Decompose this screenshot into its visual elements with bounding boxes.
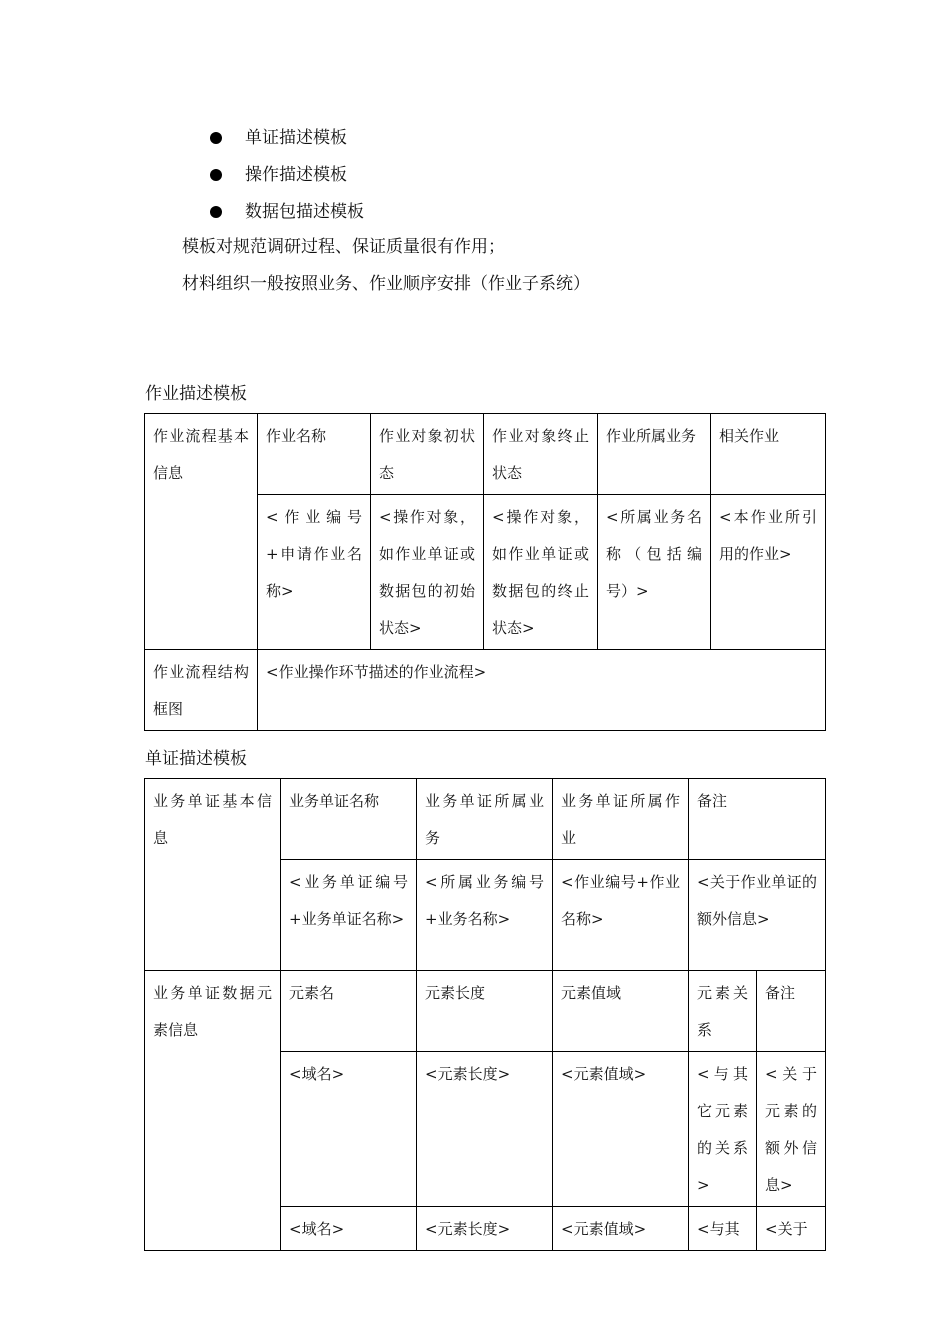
bullet-dot-icon <box>210 132 222 144</box>
table-row <box>145 650 826 731</box>
paragraph: 材料组织一般按照业务、作业顺序安排（作业子系统） <box>182 274 590 294</box>
job-description-table <box>144 413 826 731</box>
table-cell: <与其 <box>689 1207 757 1251</box>
table-cell: <域名> <box>281 1207 417 1251</box>
bullet-dot-icon <box>210 206 222 218</box>
table-cell: <元素值域> <box>553 1207 689 1251</box>
column-header: 作业对象终止状态 <box>484 414 598 495</box>
table-cell: <操作对象，如作业单证或数据包的初始状态> <box>371 495 484 650</box>
bullet-item <box>208 157 364 194</box>
table-row <box>145 971 826 1052</box>
row-header: 作业流程基本信息 <box>145 414 258 650</box>
bullet-text: 单证描述模板 <box>245 128 347 148</box>
bullet-text: 数据包描述模板 <box>245 202 364 222</box>
table-cell: <元素长度> <box>417 1207 553 1251</box>
row-header: 业务单证数据元素信息 <box>145 971 281 1251</box>
section-title: 单证描述模板 <box>145 749 247 769</box>
bullet-item <box>208 194 364 231</box>
column-header: 相关作业 <box>711 414 826 495</box>
bullet-dot-icon <box>210 169 222 181</box>
column-header: 元素关系 <box>689 971 757 1052</box>
document-description-table <box>144 778 826 1251</box>
bullet-list <box>208 120 364 231</box>
table-row <box>145 779 826 860</box>
table-cell: <所属业务名称（包括编号）> <box>598 495 711 650</box>
table-cell: <元素值域> <box>553 1052 689 1207</box>
column-header: 作业名称 <box>258 414 371 495</box>
table-cell: <业务单证编号+业务单证名称> <box>281 860 417 971</box>
table-cell: <作业编号+申请作业名称> <box>258 495 371 650</box>
column-header: 元素值域 <box>553 971 689 1052</box>
row-header: 业务单证基本信息 <box>145 779 281 971</box>
table-cell: <关于作业单证的额外信息> <box>689 860 826 971</box>
bullet-text: 操作描述模板 <box>245 165 347 185</box>
table-row <box>145 414 826 495</box>
table-cell: <所属业务编号+业务名称> <box>417 860 553 971</box>
table-cell: <作业编号+作业名称> <box>553 860 689 971</box>
table-cell: <域名> <box>281 1052 417 1207</box>
section-title: 作业描述模板 <box>145 384 247 404</box>
column-header: 备注 <box>689 779 826 860</box>
column-header: 作业所属业务 <box>598 414 711 495</box>
table-cell: <与其它元素的关系> <box>689 1052 757 1207</box>
table-cell: <元素长度> <box>417 1052 553 1207</box>
column-header: 备注 <box>757 971 826 1052</box>
table-cell: <关于 <box>757 1207 826 1251</box>
table-cell: <操作对象，如作业单证或数据包的终止状态> <box>484 495 598 650</box>
table-cell: <本作业所引用的作业> <box>711 495 826 650</box>
column-header: 业务单证所属业务 <box>417 779 553 860</box>
column-header: 业务单证名称 <box>281 779 417 860</box>
column-header: 业务单证所属作业 <box>553 779 689 860</box>
table-cell: <作业操作环节描述的作业流程> <box>258 650 826 731</box>
column-header: 作业对象初状态 <box>371 414 484 495</box>
table-cell: <关于元素的额外信息> <box>757 1052 826 1207</box>
column-header: 元素长度 <box>417 971 553 1052</box>
paragraph: 模板对规范调研过程、保证质量很有作用； <box>182 237 505 257</box>
column-header: 元素名 <box>281 971 417 1052</box>
row-header: 作业流程结构框图 <box>145 650 258 731</box>
bullet-item <box>208 120 364 157</box>
